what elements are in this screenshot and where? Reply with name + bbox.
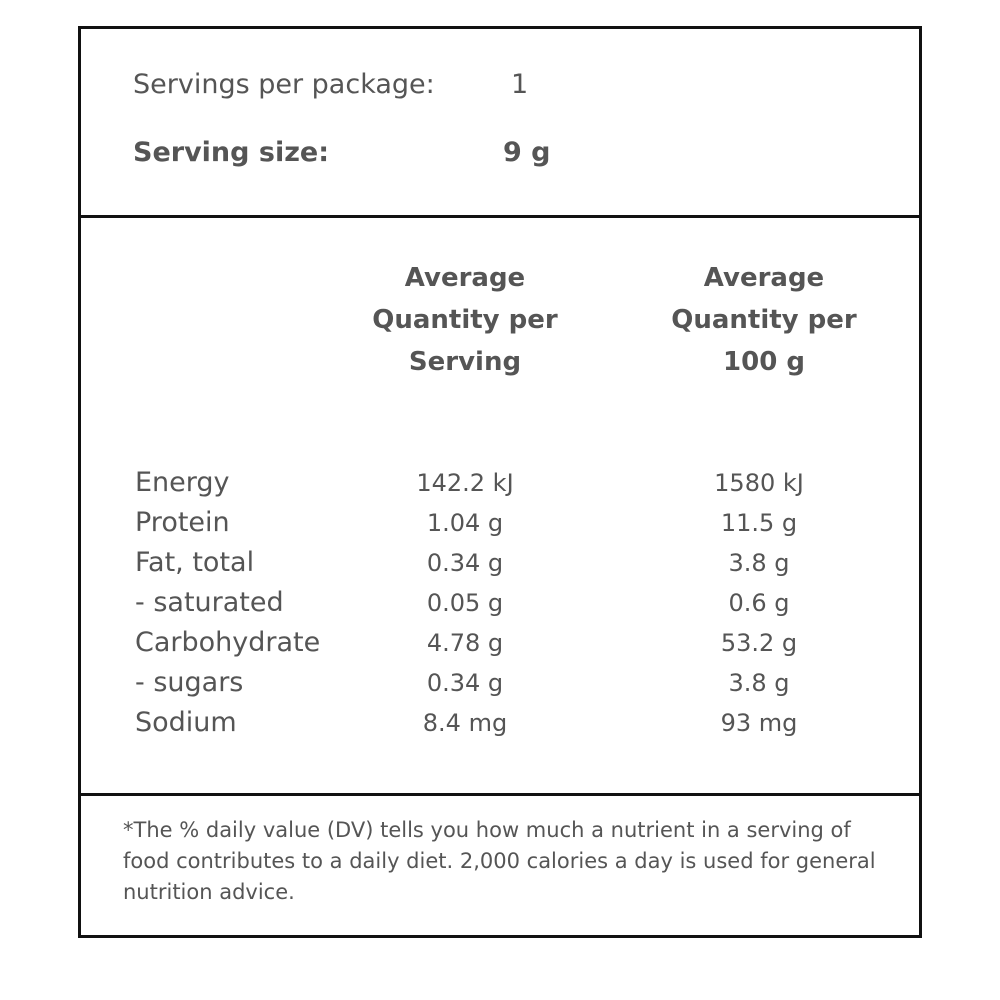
- table-row: [81, 543, 919, 583]
- per-serving-value: 1.04 g: [426, 509, 504, 537]
- nutrient-name: Carbohydrate: [135, 627, 321, 658]
- per-100g-value: 3.8 g: [728, 549, 790, 577]
- table-row: [81, 703, 919, 743]
- per-100g-value: 3.8 g: [728, 669, 790, 697]
- serving-size-label: Serving size:: [133, 137, 330, 168]
- table-row: [81, 623, 919, 663]
- table-row: [81, 583, 919, 623]
- serving-size-value: 9 g: [503, 137, 551, 168]
- nutrient-name: - saturated: [135, 587, 284, 618]
- column-header-per-100g: Average Quantity per 100 g: [671, 263, 857, 377]
- servings-per-package-value: 1: [511, 69, 529, 100]
- per-serving-value: 0.34 g: [426, 549, 504, 577]
- nutrient-name: - sugars: [135, 667, 244, 698]
- nutrition-panel: [78, 26, 922, 938]
- table-row: [81, 463, 919, 503]
- table-row: [81, 503, 919, 543]
- per-100g-value: 53.2 g: [720, 629, 798, 657]
- per-100g-value: 93 mg: [720, 709, 798, 737]
- nutrient-name: Sodium: [135, 707, 237, 738]
- nutrient-name: Energy: [135, 467, 230, 498]
- per-serving-value: 142.2 kJ: [416, 469, 514, 497]
- per-100g-value: 1580 kJ: [714, 469, 804, 497]
- servings-per-package-label: Servings per package:: [133, 69, 435, 100]
- table-row: [81, 663, 919, 703]
- per-serving-value: 8.4 mg: [422, 709, 508, 737]
- column-header-per-serving: Average Quantity per Serving: [372, 263, 558, 377]
- nutrient-name: Fat, total: [135, 547, 255, 578]
- top-divider: [81, 215, 919, 218]
- per-100g-value: 0.6 g: [728, 589, 790, 617]
- per-serving-value: 4.78 g: [426, 629, 504, 657]
- per-serving-value: 0.34 g: [426, 669, 504, 697]
- daily-value-footnote: *The % daily value (DV) tells you how much a nutrient in a serving of food contributes to a daily diet. 2,000 calories a day is used for general nutrition advice.: [123, 818, 876, 904]
- nutrient-name: Protein: [135, 507, 230, 538]
- nutrient-table: [81, 463, 919, 743]
- per-100g-value: 11.5 g: [720, 509, 798, 537]
- per-serving-value: 0.05 g: [426, 589, 504, 617]
- bottom-divider: [81, 793, 919, 796]
